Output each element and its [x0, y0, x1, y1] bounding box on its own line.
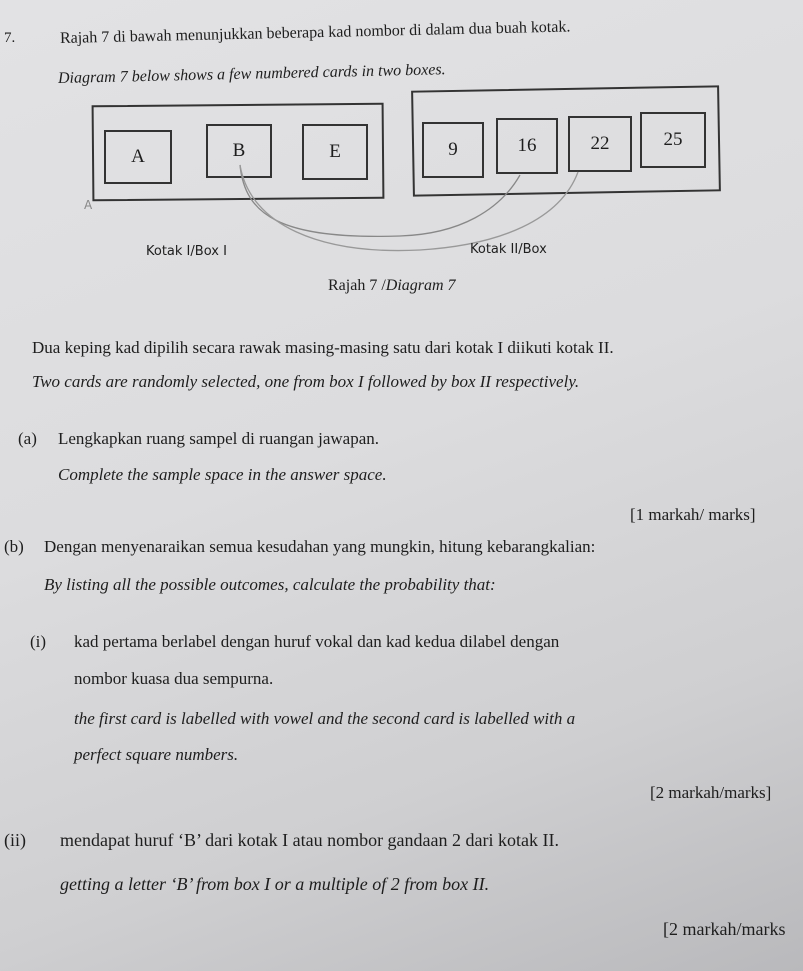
handwritten-mark: A — [84, 198, 93, 212]
card-a: A — [104, 130, 172, 184]
part-b-i-en1: the first card is labelled with vowel and the second card is labelled with a — [74, 709, 576, 728]
card-16: 16 — [496, 118, 558, 174]
part-a-label: (a) — [18, 429, 37, 448]
part-b-i-en2: perfect square numbers. — [74, 745, 239, 764]
part-b-ii-label: (ii) — [4, 830, 26, 850]
card-b: B — [206, 124, 272, 178]
box-1-label: Kotak I/Box I — [146, 244, 227, 259]
question-number: 7. — [4, 30, 16, 46]
handwritten-curves — [0, 0, 803, 300]
part-b-i-ms1: kad pertama berlabel dengan huruf vokal dan kad kedua dilabel dengan — [74, 632, 560, 651]
part-b-i-ms2: nombor kuasa dua sempurna. — [74, 669, 274, 688]
part-b-ms: Dengan menyenaraikan semua kesudahan yang mungkin, hitung kebarangkalian: — [44, 537, 596, 556]
stem-en: Two cards are randomly selected, one from box I followed by box II respectively. — [32, 372, 580, 391]
stem-ms: Dua keping kad dipilih secara rawak masing-masing satu dari kotak I diikuti kotak II. — [32, 338, 614, 357]
part-b-label: (b) — [4, 537, 24, 556]
intro-en: Diagram 7 below shows a few numbered cards in two boxes. — [57, 61, 446, 87]
part-b-ii-ms: mendapat huruf ‘B’ dari kotak I atau nombor gandaan 2 dari kotak II. — [60, 830, 559, 850]
part-a-en: Complete the sample space in the answer space. — [58, 465, 387, 484]
part-b-i-label: (i) — [30, 632, 47, 651]
part-a-ms: Lengkapkan ruang sampel di ruangan jawapan. — [58, 429, 379, 448]
part-a-marks: [1 markah/ marks] — [630, 505, 756, 524]
diagram-caption: Rajah 7 /Diagram 7 — [328, 277, 456, 294]
card-e: E — [302, 124, 368, 180]
intro-ms: Rajah 7 di bawah menunjukkan beberapa kad nombor di dalam dua buah kotak. — [59, 18, 571, 47]
part-b-en: By listing all the possible outcomes, calculate the probability that: — [44, 575, 496, 594]
part-b-ii-en: getting a letter ‘B’ from box I or a multiple of 2 from box II. — [60, 874, 490, 894]
box-2-label: Kotak II/Box — [470, 242, 547, 257]
part-b-ii-marks: [2 markah/marks — [663, 919, 786, 939]
diagram-7 — [0, 0, 803, 300]
part-b-i-marks: [2 markah/marks] — [650, 783, 772, 802]
card-9: 9 — [422, 122, 484, 178]
card-22: 22 — [568, 116, 632, 172]
card-25: 25 — [640, 112, 706, 168]
